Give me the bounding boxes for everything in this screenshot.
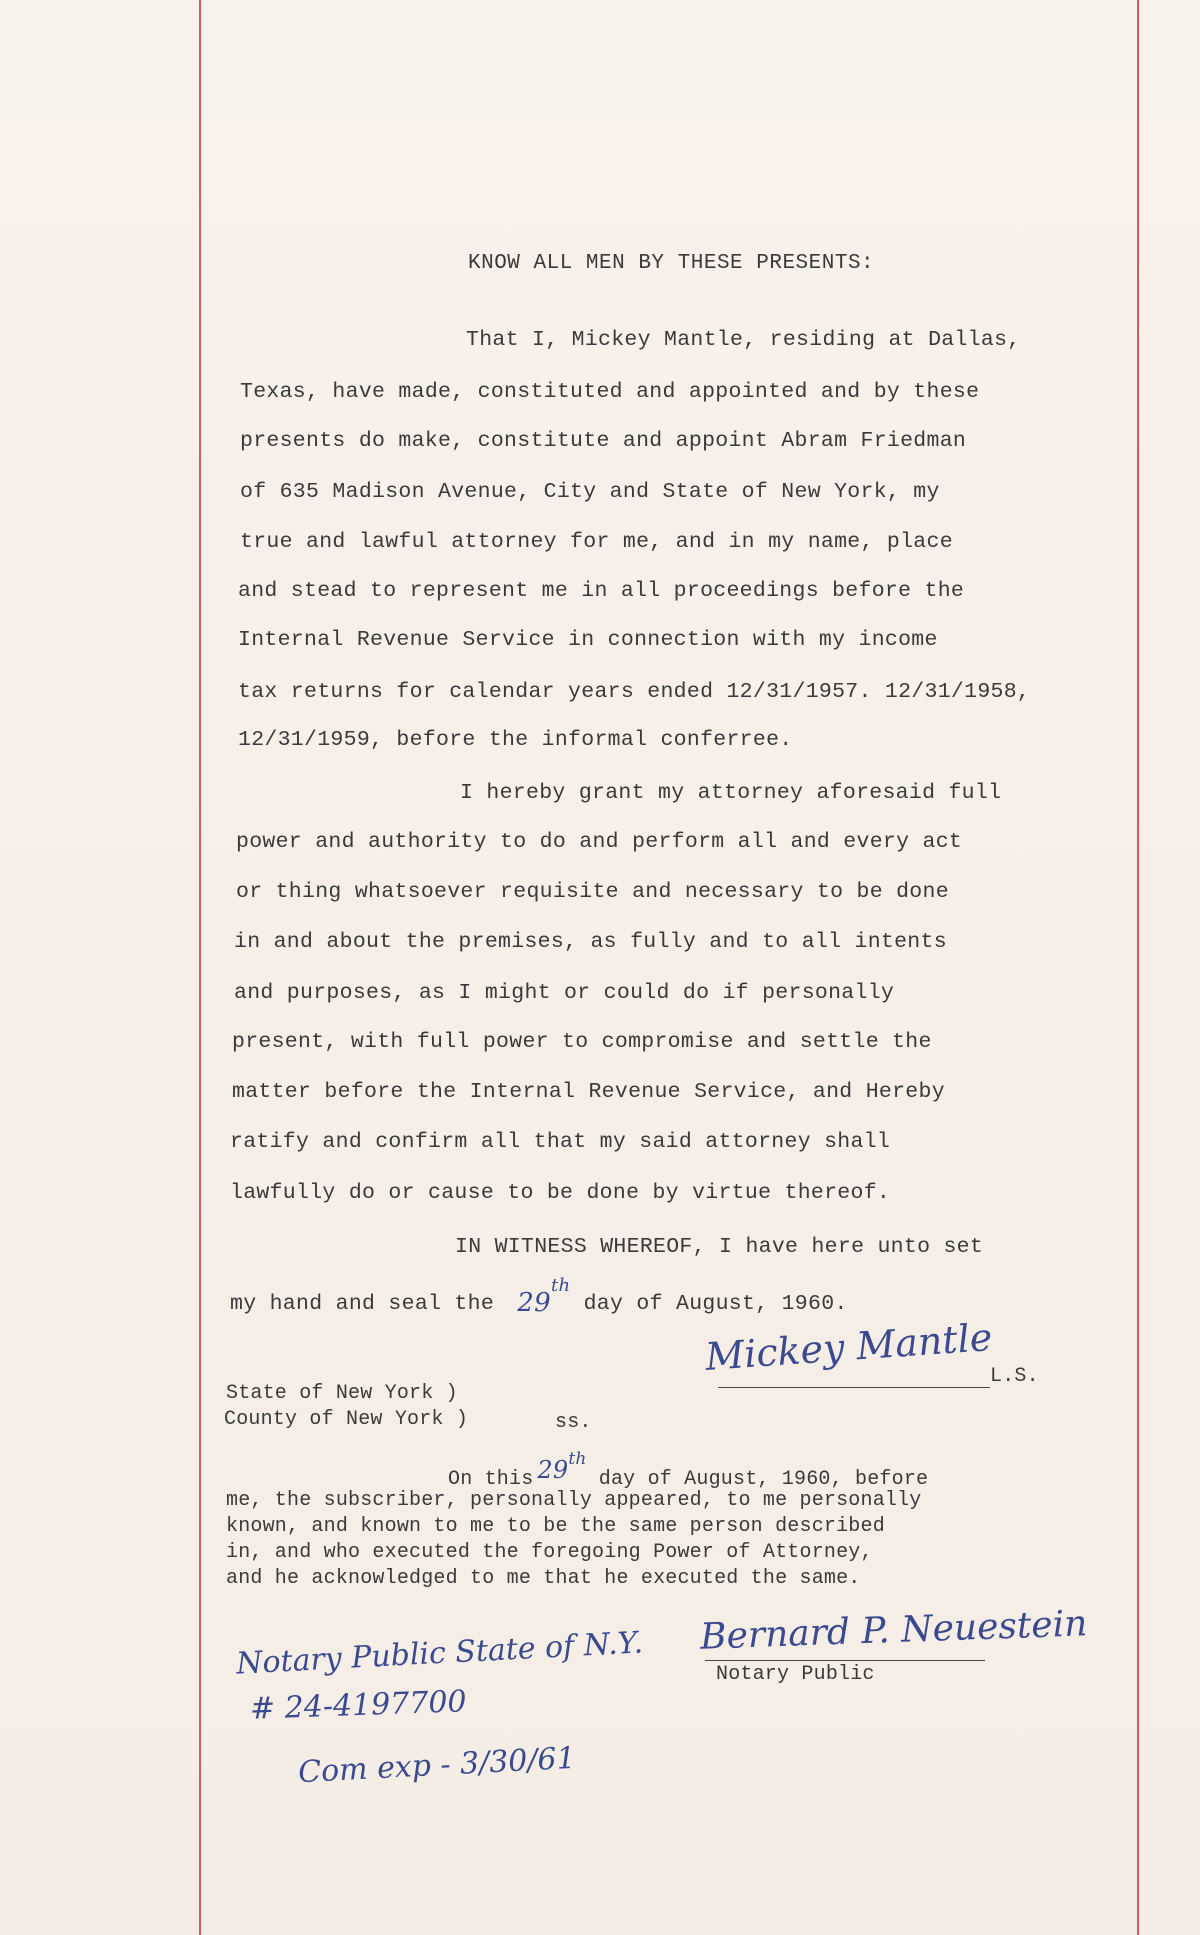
right-margin-line <box>1137 0 1139 1935</box>
witness-line: IN WITNESS WHEREOF, I have here unto set <box>455 1235 984 1259</box>
acknowledgment-line: and he acknowledged to me that he executed the same. <box>226 1567 861 1590</box>
paragraph2-line: I hereby grant my attorney aforesaid full <box>460 781 1002 805</box>
paragraph2-line: and purposes, as I might or could do if personally <box>234 981 895 1005</box>
paragraph1-line: presents do make, constitute and appoint Abram Friedman <box>240 429 967 453</box>
paragraph1-line: of 635 Madison Avenue, City and State of New York, my <box>240 480 940 504</box>
witness-line-start: my hand and seal the <box>230 1292 495 1316</box>
left-margin-line <box>199 0 201 1935</box>
paragraph1-line: and stead to represent me in all proceedings before the <box>238 579 965 603</box>
ack-handwritten-day: 29 <box>537 1456 569 1484</box>
ack-handwritten-suffix: th <box>568 1449 587 1469</box>
paragraph2-line: present, with full power to compromise and settle the <box>232 1030 932 1054</box>
paragraph1-line: 12/31/1959, before the informal conferree. <box>238 728 793 752</box>
notary-signature: Bernard P. Neuestein <box>699 1603 1088 1658</box>
acknowledgment-first-line <box>448 1449 929 1491</box>
paragraph1-line: Texas, have made, constituted and appointed and by these <box>240 380 980 404</box>
handwritten-day: 29 <box>517 1288 551 1318</box>
handwritten-day-suffix: th <box>550 1275 571 1296</box>
paragraph1-line: That I, Mickey Mantle, residing at Dallas, <box>466 328 1021 352</box>
paragraph2-line: or thing whatsoever requisite and necessary to be done <box>236 880 949 904</box>
paragraph1-line: Internal Revenue Service in connection with my income <box>238 628 938 652</box>
signature-line <box>718 1387 990 1388</box>
notary-handwritten-note: Com exp - 3/30/61 <box>297 1740 577 1791</box>
paragraph1-line: true and lawful attorney for me, and in my name, place <box>240 530 953 554</box>
acknowledgment-line: in, and who executed the foregoing Power of Attorney, <box>226 1541 873 1564</box>
paragraph2-line: power and authority to do and perform all and every act <box>236 830 963 854</box>
venue-county: County of New York ) <box>224 1408 469 1431</box>
paragraph2-line: in and about the premises, as fully and to all intents <box>234 930 947 954</box>
ack-line-start: On this <box>448 1468 534 1491</box>
paragraph1-line: tax returns for calendar years ended 12/31/1957. 12/31/1958, <box>238 680 1031 704</box>
ls-mark: L.S. <box>990 1365 1039 1388</box>
venue-ss: ss. <box>555 1411 592 1434</box>
notary-handwritten-note: # 24-4197700 <box>249 1684 468 1727</box>
paragraph2-line: lawfully do or cause to be done by virtue thereof. <box>230 1181 891 1205</box>
witness-line-end: day of August, 1960. <box>583 1292 848 1316</box>
mantle-signature: Mickey Mantle <box>703 1315 994 1379</box>
paragraph2-line: ratify and confirm all that my said attorney shall <box>230 1130 891 1154</box>
paragraph2-line: matter before the Internal Revenue Service, and Hereby <box>232 1080 945 1104</box>
witness-date-line <box>230 1275 848 1318</box>
notary-title: Notary Public <box>716 1663 875 1686</box>
acknowledgment-line: me, the subscriber, personally appeared, to me personally <box>226 1489 922 1512</box>
notary-handwritten-note: Notary Public State of N.Y. <box>235 1625 644 1682</box>
venue-state: State of New York ) <box>226 1382 458 1405</box>
document-heading: KNOW ALL MEN BY THESE PRESENTS: <box>468 252 875 275</box>
acknowledgment-line: known, and known to me to be the same person described <box>226 1515 885 1538</box>
notary-signature-line <box>705 1660 985 1661</box>
ack-line-end: day of August, 1960, before <box>598 1468 929 1491</box>
